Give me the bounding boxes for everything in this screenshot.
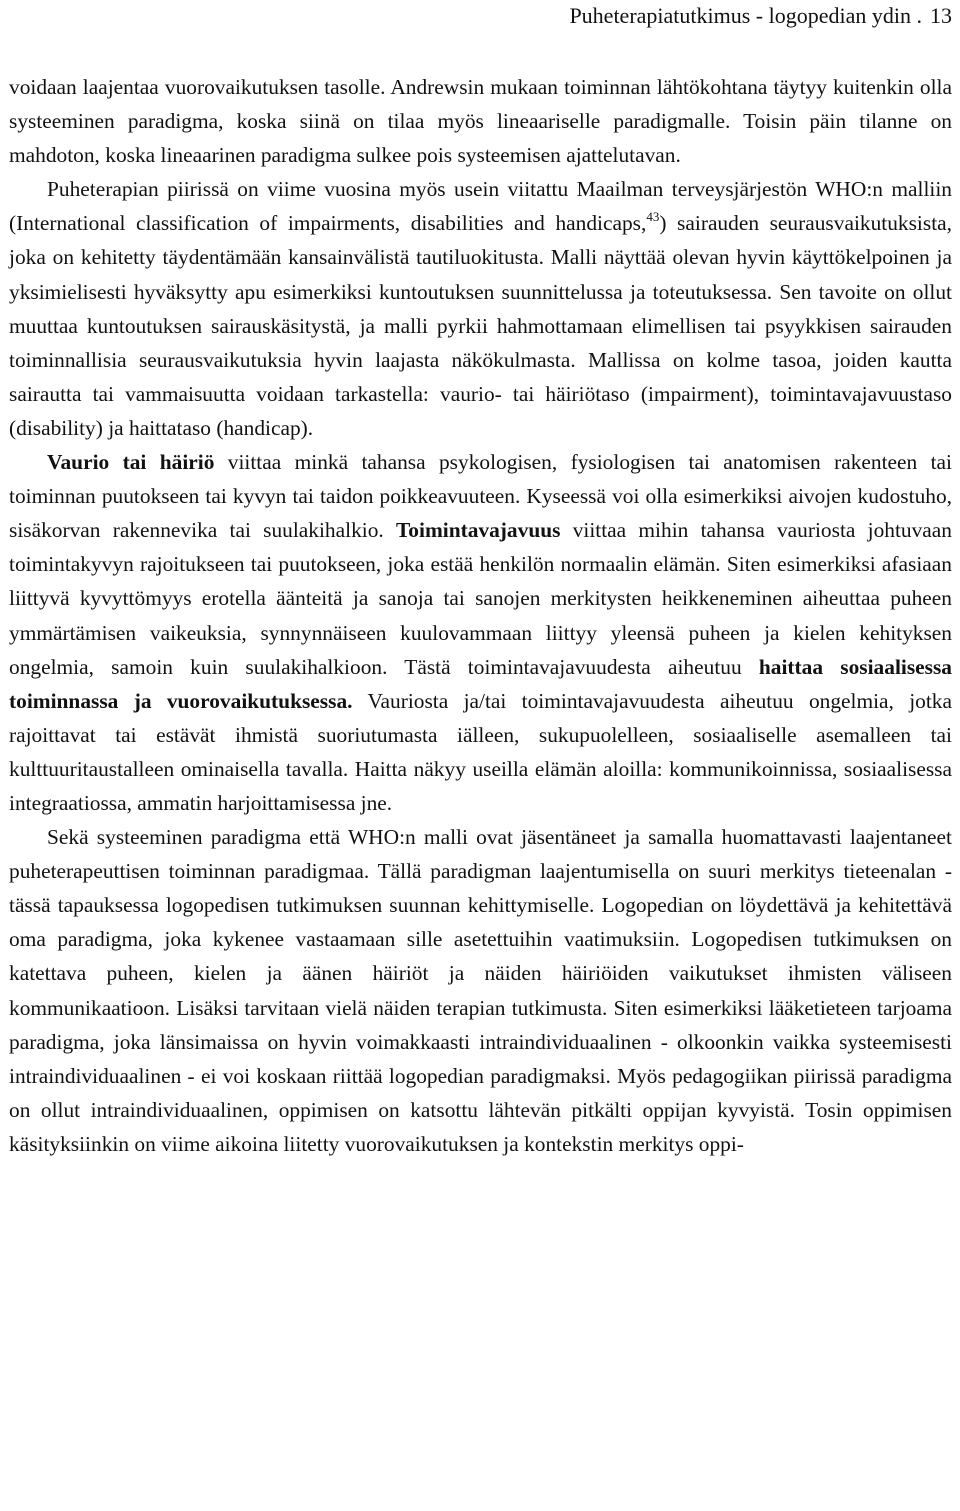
paragraph-1	[9, 70, 952, 172]
running-title: Puheterapiatutkimus - logopedian ydin .	[569, 3, 922, 28]
body-text	[9, 70, 952, 1161]
term-toimintavajavuus: Toimintavajavuus	[396, 518, 561, 543]
text-run: ) sairauden seurausvaikutuksista, joka on kehitetty täydentämään kansainvälistä tautiluokitusta. Malli näyttää olevan hyvin käyttökelpoinen ja yksimielisesti hyväksytty apu esimerkiksi kuntoutuksen suunnittelussa ja toteutuksessa. Sen tavoite on ollut muuttaa kuntoutuksen sairauskäsitystä, ja malli pyrkii hahmottamaan elimellisen tai psyykkisen sairauden toiminnallisia seurausvaikutuksia hyvin laajasta näkökulmasta. Mallissa on kolme tasoa, joiden kautta sairautta tai vammaisuutta voidaan tarkastella: vaurio- tai häiriötaso (impairment), toimintavajavuustaso (disability) ja haittataso (handicap).	[9, 211, 952, 440]
term-haitta: haittaa sosiaalisessa toiminnassa ja vuorovaikutuksessa.	[9, 654, 952, 713]
footnote-reference: 43	[646, 209, 660, 225]
text-run: Sekä systeeminen paradigma että WHO:n malli ovat jäsentäneet ja samalla huomattavasti laajentaneet puheterapeuttisen toiminnan paradigmaa. Tällä paradigman laajentumisella on suuri merkitys tieteenalan - tässä tapauksessa logopedisen tutkimuksen suunnan kehittymiselle. Logopedian on löydettävä ja kehitettävä oma paradigma, joka kykenee vastaamaan sille asetettuihin vaatimuksiin. Logopedisen tutkimuksen on katettava puheen, kielen ja äänen häiriöt ja näiden häiriöiden vaikutukset ihmisten väliseen kommunikaatioon. Lisäksi tarvitaan vielä näiden terapian tutkimusta. Siten esimerkiksi lääketieteen tarjoama paradigma, joka länsimaissa on hyvin voimakkaasti intraindividuaalinen - olkoonkin vaikka systeemisesti intraindividuaalinen - ei voi koskaan riittää logopedian paradigmaksi. Myös pedagogiikan piirissä paradigma on ollut intraindividuaalinen, oppimisen on katsottu lähtevän pitkälti oppijan kyvyistä. Tosin oppimisen käsityksiinkin on viime aikoina liitetty vuorovaikutuksen ja kontekstin merkitys oppi-	[9, 825, 952, 1156]
running-header	[569, 2, 952, 30]
page-number: 13	[930, 3, 952, 28]
paragraph-3	[9, 445, 952, 820]
term-vaurio-tai-hairio: Vaurio tai häiriö	[47, 450, 215, 475]
text-run: voidaan laajentaa vuorovaikutuksen tasolle. Andrewsin mukaan toiminnan lähtökohtana täytyy kuitenkin olla systeeminen paradigma, koska siinä on tilaa myös lineaariselle paradigmalle. Toisin päin tilanne on mahdoton, koska lineaarinen paradigma sulkee pois systeemisen ajattelutavan.	[9, 75, 952, 168]
text-run: viittaa minkä tahansa psykologisen, fysiologisen tai anatomisen rakenteen tai toiminnan puutokseen tai kyvyn tai taidon poikkeavuuteen. Kyseessä voi olla esimerkiksi aivojen kudostuho, sisäkorvan rakennevika tai suulakihalkio.	[9, 450, 952, 543]
paragraph-4	[9, 820, 952, 1161]
paragraph-2	[9, 172, 952, 445]
text-run: Vauriosta ja/tai toimintavajavuudesta aiheutuu ongelmia, jotka rajoittavat tai estävät ihmistä suoriutumasta iälleen, sukupuolelleen, sosiaaliselle asemalleen tai kulttuuritaustalleen ominaisella tavalla. Haitta näkyy useilla elämän aloilla: kommunikoinnissa, sosiaalisessa integraatiossa, ammatin harjoittamisessa jne.	[9, 688, 952, 815]
text-run: Puheterapian piirissä on viime vuosina myös usein viitattu Maailman terveysjärjestön WHO:n malliin (International classification of impairments, disabilities and handicaps,	[9, 177, 952, 236]
text-run: viittaa mihin tahansa vauriosta johtuvaan toimintakyvyn rajoitukseen tai puutokseen, joka estää henkilön normaalin elämän. Siten esimerkiksi afasiaan liittyvä kyvyttömyys erotella äänteitä ja sanoja tai sanojen merkitysten heikkeneminen aiheuttaa puheen ymmärtämisen vaikeuksia, synnynnäiseen kuulovammaan liittyy yleensä puheen ja kielen kehityksen ongelmia, samoin kuin suulakihalkioon. Tästä toimintavajavuudesta aiheutuu	[9, 518, 952, 679]
